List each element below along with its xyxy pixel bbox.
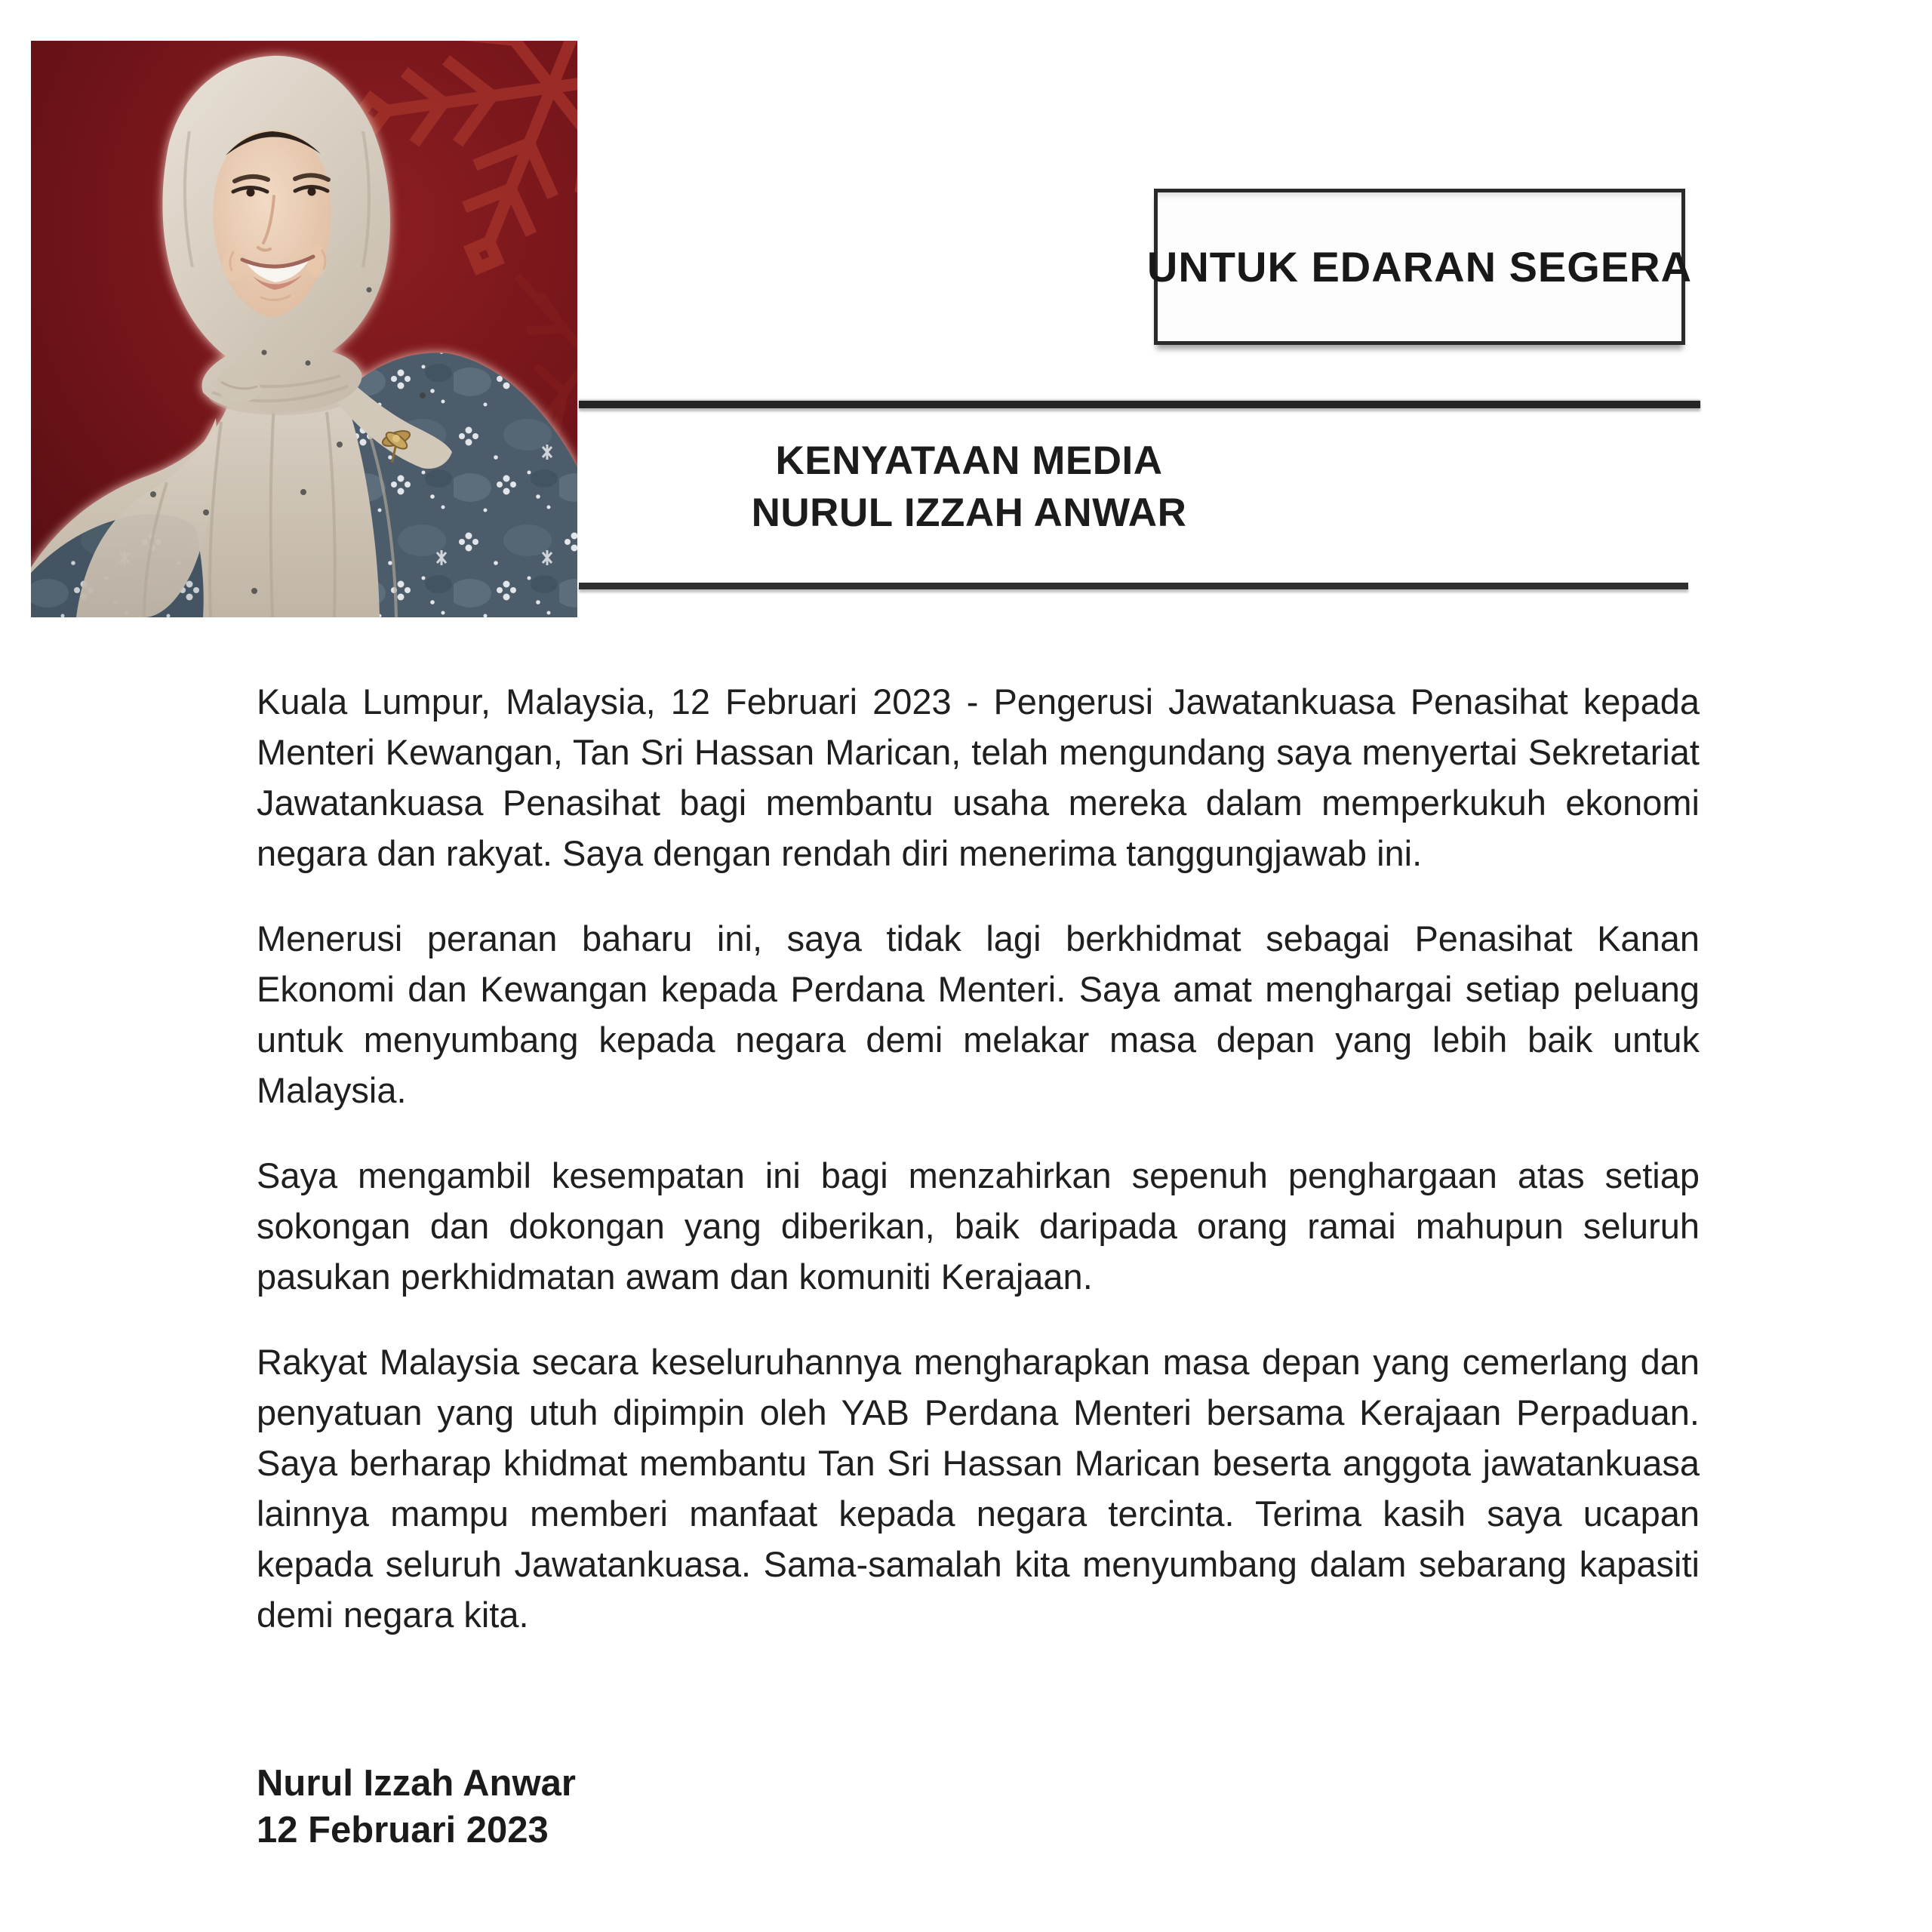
paragraph-2: Menerusi peranan baharu ini, saya tidak lagi berkhidmat sebagai Penasihat Kanan Ekonomi dan Kewangan kepada Perdana Menteri. Saya amat menghargai setiap peluang untuk menyumbang kepada negara demi melakar masa depan yang lebih baik untuk Malaysia.	[257, 918, 1700, 1110]
signature-date: 12 Februari 2023	[257, 1810, 549, 1850]
paragraph-3: Saya mengambil kesempatan ini bagi menzahirkan sepenuh penghargaan atas setiap sokongan dan dokongan yang diberikan, baik daripada orang ramai mahupun seluruh pasukan perkhidmatan awam dan komuniti Kerajaan.	[257, 1155, 1700, 1297]
signature-block	[257, 1760, 576, 1854]
distribution-stamp-label: UNTUK EDARAN SEGERA	[1146, 243, 1693, 291]
letterhead-author: NURUL IZZAH ANWAR	[751, 491, 1187, 535]
paragraph-1: Kuala Lumpur, Malaysia, 12 Februari 2023 - Pengerusi Jawatankuasa Penasihat kepada Menteri Kewangan, Tan Sri Hassan Marican, telah mengundang saya menyertai Sekretariat Jawatankuasa Penasihat bagi membantu usaha mereka dalam memperkukuh ekonomi negara dan rakyat. Saya dengan rendah diri menerima tanggungjawab ini.	[257, 681, 1700, 873]
letterhead	[240, 435, 1698, 539]
signature-name: Nurul Izzah Anwar	[257, 1763, 576, 1804]
press-release-body	[257, 676, 1700, 1675]
distribution-stamp-box	[1146, 189, 1693, 345]
paragraph-4: Rakyat Malaysia secara keseluruhannya mengharapkan masa depan yang cemerlang dan penyatuan yang utuh dipimpin oleh YAB Perdana Menteri bersama Kerajaan Perpaduan. Saya berharap khidmat membantu Tan Sri Hassan Marican beserta anggota jawatankuasa lainnya mampu memberi manfaat kepada negara tercinta. Terima kasih saya ucapan kepada seluruh Jawatankuasa. Sama-samalah kita menyumbang dalam sebarang kapasiti demi negara kita.	[257, 1342, 1700, 1635]
header-rule-top	[579, 401, 1700, 408]
header-rule-bottom	[579, 583, 1688, 589]
letterhead-title: KENYATAAN MEDIA	[775, 438, 1163, 483]
